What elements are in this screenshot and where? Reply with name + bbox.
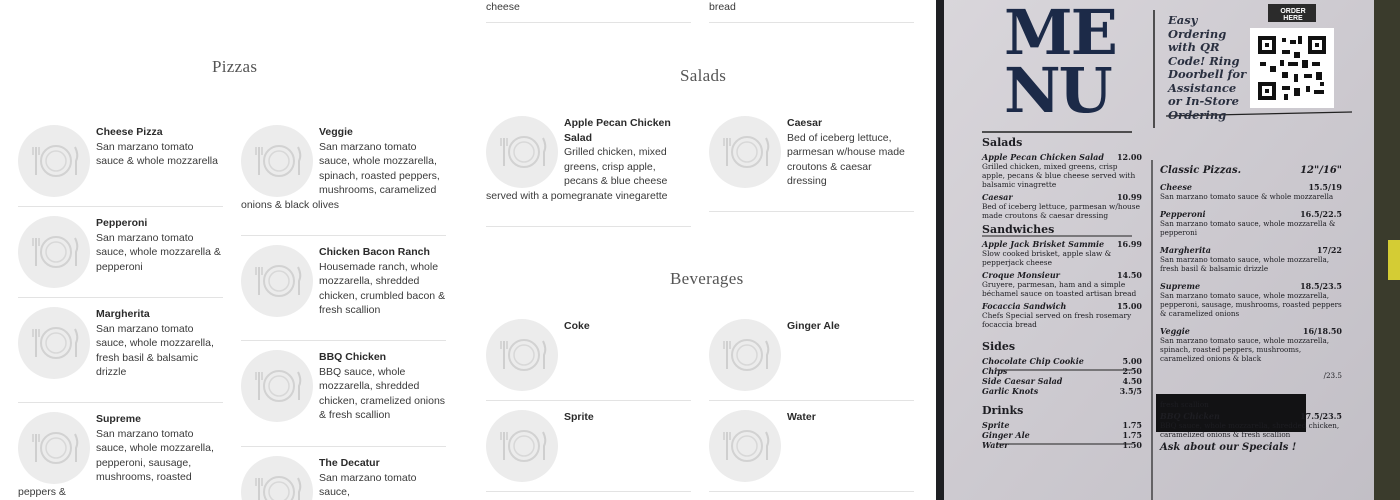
photo-item-price: 3.5/5 [1119,386,1142,396]
photo-item-name: Chips [982,366,1008,376]
photo-item-desc: Chefs Special served on fresh rosemary focaccia bread [982,311,1132,329]
photo-item-name: Cheese [1160,182,1192,192]
item-thumbnail [241,350,313,422]
photo-item-name: BBQ Chicken [1160,411,1220,421]
item-name: Cheese Pizza [96,126,163,138]
photo-item-row [982,239,1142,249]
item-description: Grilled chicken, mixed greens, crisp apple, pecans & blue cheese served with a pomegranate vinegarette [486,146,668,202]
item-thumbnail [18,412,90,484]
photo-item-desc: Grilled chicken, mixed greens, crisp apple, pecans & blue cheese served with balsamic vinagrette [982,162,1136,189]
photo-item-desc: San marzano tomato sauce, whole mozzarella, fresh basil & balsamic drizzle [1160,255,1330,273]
photo-order-here-badge: ORDER HERE [1280,8,1306,22]
item-name: Ginger Ale [787,320,840,332]
photo-item-desc: San marzano tomato sauce & whole mozzarella [1160,192,1334,201]
photo-item-price: 12.00 [1116,152,1142,162]
photo-section-heading: Drinks [982,404,1024,417]
menu-item-card[interactable] [18,216,223,298]
item-thumbnail [241,456,313,500]
item-name: Pepperoni [96,217,148,229]
photo-item-desc: San marzano tomato sauce, whole mozzarella, spinach, roasted peppers, mushrooms, caramelized onions & black [1160,336,1330,363]
photo-item-row [1160,281,1342,291]
item-name: The Decatur [319,457,380,469]
menu-item-card[interactable] [18,307,223,403]
item-description: San marzano tomato sauce, [319,471,417,498]
item-name: Veggie [319,126,353,138]
plate-cutlery-icon [241,456,313,500]
item-name: Supreme [96,413,141,425]
plate-cutlery-icon [486,116,558,188]
menu-item-card[interactable] [241,350,446,447]
item-description: San marzano tomato sauce, whole mozzarella & pepperoni [96,231,221,273]
photo-menu-title-line2: NU [1004,54,1111,127]
photo-item-row [1160,209,1342,219]
photo-item-price: 5.00 [1122,356,1142,366]
menu-item-card[interactable] [241,245,446,341]
spacer [982,332,1142,338]
menu-item-card[interactable] [709,319,914,401]
photo-item-price: 4.50 [1122,376,1142,386]
photo-item-price: 16.5/22.5 [1300,209,1342,219]
item-description: Housemade ranch, whole mozzarella, shredded chicken, crumbled bacon & fresh scallion [319,260,446,316]
photo-item-desc: BBQ sauce, whole mozzarella, shredded chicken, caramelized onions & fresh scallion [1160,421,1340,439]
item-name: Sprite [564,411,594,423]
item-thumbnail [486,410,558,482]
photo-pizzas-heading-row [1160,164,1342,178]
photo-item-desc: San marzano tomato sauce, whole mozzarella & pepperoni [1160,219,1336,237]
item-name: Margherita [96,308,150,320]
photo-item-desc: San marzano tomato sauce, whole mozzarella, pepperoni, sausage, mushrooms, roasted peppers & caramelized onions [1160,291,1342,318]
item-name: Apple Pecan Chicken Salad [564,117,671,144]
photo-specials-text: Ask about our Specials ! [1160,442,1297,453]
plate-cutlery-icon [709,410,781,482]
divider [486,22,691,23]
item-thumbnail [709,319,781,391]
photo-item-name: Supreme [1160,281,1201,291]
photo-item-name: Caesar [982,192,1013,202]
item-thumbnail [241,245,313,317]
plate-cutlery-icon [18,125,90,197]
photo-item-row [982,386,1142,396]
photo-item-row [982,301,1142,311]
photo-item-price: 18.5/23.5 [1300,281,1342,291]
plate-cutlery-icon [486,319,558,391]
photo-item-price: 1.75 [1122,420,1142,430]
photo-item-price: 1.50 [1122,440,1142,450]
menu-photo [936,0,1400,500]
photo-item-row [982,376,1142,386]
plate-cutlery-icon [486,410,558,482]
menu-item-card[interactable] [241,456,446,500]
photo-hidden-price: /23.5 [1323,371,1342,380]
section-title-pizzas: Pizzas [212,57,258,76]
photo-item-price: 16/18.50 [1302,326,1342,336]
photo-item-name: Apple Pecan Chicken Salad [982,152,1104,162]
photo-item-desc: Slow cooked brisket, apple slaw & pepperjack cheese [982,249,1112,267]
photo-item-row [982,356,1142,366]
item-name: Coke [564,320,590,332]
item-name: BBQ Chicken [319,351,387,363]
photo-item-desc: Gruyere, parmesan, ham and a simple béchamel sauce on toasted artisan bread [982,280,1137,298]
menu-item-card[interactable] [241,125,446,236]
photo-item-row [982,270,1142,280]
photo-item-row [1160,411,1342,421]
menu-item-card[interactable] [486,116,691,227]
photo-item-price: 1.75 [1122,430,1142,440]
item-thumbnail [18,216,90,288]
menu-item-card[interactable] [486,410,691,492]
item-name: Caesar [787,117,823,129]
section-title-salads: Salads [680,66,727,85]
plate-cutlery-icon [709,116,781,188]
divider [709,22,914,23]
photo-right-column [1160,164,1342,454]
photo-item-name: Veggie [1160,326,1190,336]
photo-item-row [982,430,1142,440]
item-description: San marzano tomato sauce, whole mozzarella, spinach, roasted peppers, mushrooms, caramelized onions & black olives [241,140,440,211]
plate-cutlery-icon [241,245,313,317]
item-name: Water [787,411,816,423]
photo-item-row [1160,245,1342,255]
plate-cutlery-icon [241,350,313,422]
menu-item-card[interactable] [18,125,223,207]
item-thumbnail [241,125,313,197]
photo-pizzas-heading: Classic Pizzas. [1160,165,1242,176]
photo-item-name: Water [982,440,1009,450]
item-name: Chicken Bacon Ranch [319,246,430,258]
photo-item-price: 17/22 [1316,245,1342,255]
plate-cutlery-icon [18,216,90,288]
photo-item-row [982,440,1142,450]
item-thumbnail [709,410,781,482]
photo-item-price: 16.99 [1116,239,1142,249]
photo-section-heading: Sides [982,340,1016,353]
photo-item-row [982,152,1142,162]
menu-item-card[interactable] [18,412,223,500]
photo-item-name: Ginger Ale [982,430,1030,440]
plate-cutlery-icon [18,307,90,379]
plate-cutlery-icon [709,319,781,391]
photo-item-price: 10.99 [1116,192,1142,202]
photo-item-name: Croque Monsieur [982,270,1060,280]
photo-item-row [982,420,1142,430]
photo-left-column [982,134,1142,450]
item-description: San marzano tomato sauce, whole mozzarella, fresh basil & balsamic drizzle [96,322,214,378]
photo-menu-title-line1: ME [1004,0,1116,69]
item-description: Bed of iceberg lettuce, parmesan w/house made croutons & caesar dressing [787,131,905,187]
item-thumbnail [486,116,558,188]
photo-section-heading: Salads [982,136,1023,149]
photo-item-row [982,192,1142,202]
photo-item-row [982,366,1142,376]
menu-item-card[interactable] [486,319,691,401]
photo-item-name: Sprite [982,420,1010,430]
photo-promo-text: Easy Ordering with QR Code! Ring Doorbell for Assistance or In-Store Ordering [1168,13,1247,122]
photo-item-name: Focaccia Sandwich [982,301,1067,311]
plate-cutlery-icon [18,412,90,484]
spacer [982,396,1142,402]
photo-item-price: 14.50 [1116,270,1142,280]
item-thumbnail [18,307,90,379]
photo-item-price: 17.5/23.5 [1300,411,1342,421]
photo-item-price: 15.5/19 [1308,182,1342,192]
photo-item-row [1160,182,1342,192]
menu-item-card[interactable] [709,410,914,492]
item-thumbnail [709,116,781,188]
item-desc-fragment: cheese [486,1,520,13]
section-title-beverages: Beverages [670,269,744,288]
photo-item-desc: Bed of iceberg lettuce, parmesan w/house made croutons & caesar dressing [982,202,1140,220]
photo-item-name: Margherita [1160,245,1211,255]
photo-item-desc: fresh scallion [1160,400,1209,409]
photo-item-price: 15.00 [1116,301,1142,311]
item-description: San marzano tomato sauce, whole mozzarella, pepperoni, sausage, mushrooms, roasted peppers & [18,427,214,498]
photo-pizzas-sizes: 12"/16" [1300,165,1342,176]
photo-item-name: Apple Jack Brisket Sammie [982,239,1105,249]
spacer [1160,380,1342,400]
plate-cutlery-icon [241,125,313,197]
photo-item-name: Garlic Knots [982,386,1039,396]
item-description: San marzano tomato sauce & whole mozzarella [96,140,218,167]
menu-item-card[interactable] [709,116,914,212]
item-thumbnail [486,319,558,391]
photo-item-name: Pepperoni [1160,209,1206,219]
photo-section-heading: Sandwiches [982,223,1055,236]
photo-item-name: Chocolate Chip Cookie [982,356,1084,366]
item-thumbnail [18,125,90,197]
photo-item-price: 2.50 [1122,366,1142,376]
item-desc-fragment: bread [709,1,736,13]
item-description: BBQ sauce, whole mozzarella, shredded chicken, cramelized onions & fresh scallion [319,365,446,421]
photo-item-name: Side Caesar Salad [982,376,1063,386]
photo-item-row [1160,326,1342,336]
